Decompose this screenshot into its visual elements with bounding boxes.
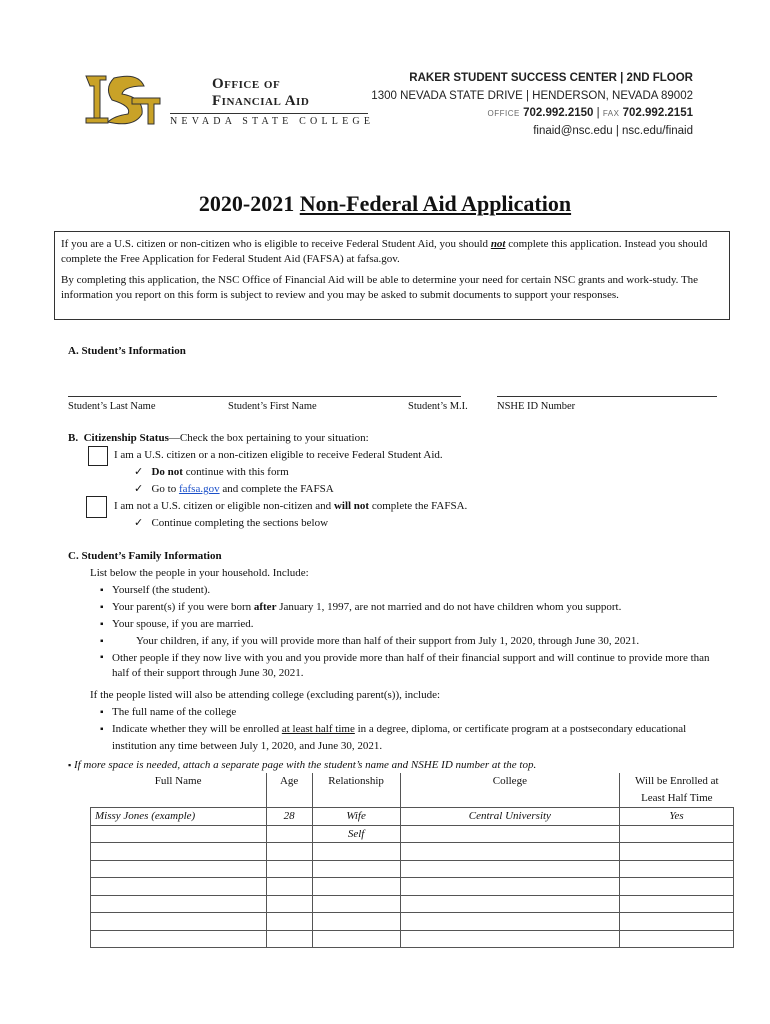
table-cell[interactable] bbox=[312, 930, 400, 948]
title-name: Non-Federal Aid Application bbox=[299, 191, 572, 216]
list-item: ▪ Your spouse, if you are married. bbox=[90, 616, 722, 633]
college-intro: If the people listed will also be attending college (excluding parent(s)), include: bbox=[90, 689, 441, 701]
option1-note2 bbox=[134, 481, 334, 498]
table-cell[interactable] bbox=[620, 895, 734, 913]
option1-note1 bbox=[134, 464, 289, 481]
last-name-label: Student’s Last Name bbox=[68, 401, 156, 412]
section-b-heading bbox=[68, 430, 369, 447]
do-not-label: Do not bbox=[151, 466, 183, 478]
table-cell[interactable] bbox=[620, 825, 734, 843]
college-list bbox=[90, 704, 722, 755]
section-a-heading: A. Student’s Information bbox=[68, 345, 186, 357]
table-cell[interactable] bbox=[400, 860, 620, 878]
table-cell[interactable] bbox=[91, 878, 267, 896]
list-item: ▪ Your children, if any, if you will provide more than half of their support from July 1, 2020, through June 30, 2021. bbox=[90, 633, 722, 650]
header-full-name: Full Name bbox=[91, 773, 267, 808]
contact-line2: 1300 NEVADA STATE DRIVE | HENDERSON, NEVADA 89002 bbox=[371, 89, 693, 102]
household-list bbox=[90, 582, 722, 681]
check-icon: ✓ bbox=[134, 483, 144, 495]
table-row bbox=[91, 878, 734, 896]
contact-line4[interactable]: finaid@nsc.edu | nsc.edu/finaid bbox=[533, 124, 693, 137]
notice-box bbox=[54, 231, 730, 320]
table-cell[interactable] bbox=[266, 878, 312, 896]
family-table bbox=[90, 773, 734, 948]
table-cell[interactable] bbox=[620, 843, 734, 861]
section-b-instruction: —Check the box pertaining to your situation: bbox=[168, 432, 369, 444]
option2-note1 bbox=[134, 515, 328, 532]
table-cell[interactable] bbox=[312, 895, 400, 913]
table-cell[interactable] bbox=[620, 930, 734, 948]
citizen-eligible-checkbox[interactable] bbox=[88, 446, 108, 466]
option1-note2-a: Go to bbox=[151, 483, 179, 495]
table-cell[interactable] bbox=[266, 843, 312, 861]
header-college: College bbox=[400, 773, 620, 808]
table-row bbox=[91, 808, 734, 826]
office-label: OFFICE bbox=[487, 109, 520, 118]
table-cell[interactable] bbox=[400, 825, 620, 843]
notice-paragraph-2: By completing this application, the NSC Office of Financial Aid will be able to determine your need for certain NSC grants and work-study. The information you report on this form is subject to review and you may be asked to submit documents to support your responses. bbox=[61, 274, 699, 301]
table-row bbox=[91, 843, 734, 861]
option2-a: I am not a U.S. citizen or eligible non-citizen and bbox=[114, 500, 334, 512]
table-cell[interactable]: Wife bbox=[312, 808, 400, 826]
table-cell[interactable] bbox=[266, 895, 312, 913]
list-item: ▪ Indicate whether they will be enrolled at least half time in a degree, diploma, or certificate program at a postsecondary educational institution any time between July 1, 2020, and June 30, 2021. bbox=[90, 721, 722, 755]
table-cell[interactable] bbox=[91, 913, 267, 931]
table-cell[interactable]: Central University bbox=[400, 808, 620, 826]
table-cell[interactable] bbox=[266, 913, 312, 931]
check-icon: ✓ bbox=[134, 466, 144, 478]
fafsa-link[interactable]: fafsa.gov bbox=[178, 483, 220, 495]
first-name-label: Student’s First Name bbox=[228, 401, 317, 412]
notice-p1-b: complete this application. Instead you should complete the Free Application for Federal Student Aid (FAFSA) at fafsa.gov. bbox=[61, 238, 708, 265]
nshe-label: NSHE ID Number bbox=[497, 401, 576, 412]
contact-line1: RAKER STUDENT SUCCESS CENTER | 2ND FLOOR bbox=[409, 72, 693, 84]
header-enrolled: Will be Enrolled at Least Half Time bbox=[620, 773, 734, 808]
mi-label: Student’s M.I. bbox=[408, 401, 468, 412]
option2-note1-text: Continue completing the sections below bbox=[151, 517, 329, 529]
table-cell[interactable]: Missy Jones (example) bbox=[91, 808, 267, 826]
table-cell[interactable] bbox=[620, 878, 734, 896]
notice-paragraph-1 bbox=[61, 237, 723, 267]
section-c-heading: C. Student’s Family Information bbox=[68, 550, 222, 562]
name-field-line[interactable] bbox=[68, 396, 461, 397]
office-line2: Financial Aid bbox=[212, 93, 310, 109]
contact-phones: OFFICE 702.992.2150 | FAX 702.992.2151 bbox=[487, 107, 693, 119]
table-cell[interactable] bbox=[91, 930, 267, 948]
fax-phone: 702.992.2151 bbox=[622, 107, 693, 119]
check-icon: ✓ bbox=[134, 517, 144, 529]
list-item: ▪ The full name of the college bbox=[90, 704, 722, 721]
table-cell[interactable]: Self bbox=[312, 825, 400, 843]
title-year: 2020-2021 bbox=[198, 191, 295, 216]
table-cell[interactable]: 28 bbox=[266, 808, 312, 826]
office-line1: Office of bbox=[212, 76, 281, 92]
notice-not: not bbox=[490, 238, 506, 250]
table-cell[interactable] bbox=[91, 843, 267, 861]
header-age: Age bbox=[266, 773, 312, 808]
option-not-eligible-label bbox=[114, 498, 467, 515]
option1-note2-b: and complete the FAFSA bbox=[219, 483, 334, 495]
citizenship-status-label: Citizenship Status bbox=[83, 432, 169, 444]
table-cell[interactable]: Yes bbox=[620, 808, 734, 826]
table-cell[interactable] bbox=[400, 878, 620, 896]
space-note-text: If more space is needed, attach a separate page with the student’s name and NSHE ID number at the top. bbox=[73, 759, 537, 771]
table-cell[interactable] bbox=[266, 860, 312, 878]
table-cell[interactable] bbox=[312, 878, 400, 896]
table-cell[interactable] bbox=[400, 843, 620, 861]
nsc-logo bbox=[84, 72, 162, 128]
list-item: ▪ Your parent(s) if you were born after January 1, 1997, are not married and do not have children whom you support. bbox=[90, 599, 722, 616]
option2-b: complete the FAFSA. bbox=[369, 500, 468, 512]
table-cell[interactable] bbox=[91, 860, 267, 878]
will-not-label: will not bbox=[333, 500, 370, 512]
option1-note1-rest: continue with this form bbox=[182, 466, 289, 478]
table-cell[interactable] bbox=[266, 825, 312, 843]
list-item: ▪ Yourself (the student). bbox=[90, 582, 722, 599]
not-eligible-checkbox[interactable] bbox=[86, 496, 107, 518]
table-cell[interactable] bbox=[91, 895, 267, 913]
table-cell[interactable] bbox=[620, 860, 734, 878]
table-row bbox=[91, 895, 734, 913]
office-phone: 702.992.2150 bbox=[523, 107, 594, 119]
space-note: ▪ If more space is needed, attach a separate page with the student’s name and NSHE ID number at the top. bbox=[68, 759, 537, 771]
header-relationship: Relationship bbox=[312, 773, 400, 808]
nshe-field-line[interactable] bbox=[497, 396, 717, 397]
table-cell[interactable] bbox=[400, 895, 620, 913]
table-row bbox=[91, 930, 734, 948]
section-b-letter: B. bbox=[68, 432, 79, 444]
fax-label: FAX bbox=[602, 109, 620, 118]
table-cell[interactable] bbox=[620, 913, 734, 931]
header-rule bbox=[170, 113, 368, 114]
table-header-row bbox=[91, 773, 734, 808]
household-intro: List below the people in your household. Include: bbox=[90, 567, 309, 579]
option-eligible-label: I am a U.S. citizen or a non-citizen eligible to receive Federal Student Aid. bbox=[114, 449, 443, 461]
table-row bbox=[91, 860, 734, 878]
office-title bbox=[212, 76, 309, 110]
table-cell[interactable] bbox=[312, 843, 400, 861]
table-cell[interactable] bbox=[266, 930, 312, 948]
notice-p1-a: If you are a U.S. citizen or non-citizen who is eligible to receive Federal Student Aid, you should bbox=[61, 238, 491, 250]
table-row bbox=[91, 825, 734, 843]
contact-block bbox=[371, 70, 693, 140]
table-cell[interactable] bbox=[91, 825, 267, 843]
table-cell[interactable] bbox=[312, 913, 400, 931]
page-title bbox=[0, 191, 770, 217]
college-name: NEVADA STATE COLLEGE bbox=[170, 116, 375, 127]
table-cell[interactable] bbox=[400, 913, 620, 931]
table-cell[interactable] bbox=[400, 930, 620, 948]
table-cell[interactable] bbox=[312, 860, 400, 878]
table-row bbox=[91, 913, 734, 931]
list-item: ▪ Other people if they now live with you and you provide more than half of their financial support and will continue to provide more than half of their support through June 30, 2021. bbox=[90, 650, 722, 681]
